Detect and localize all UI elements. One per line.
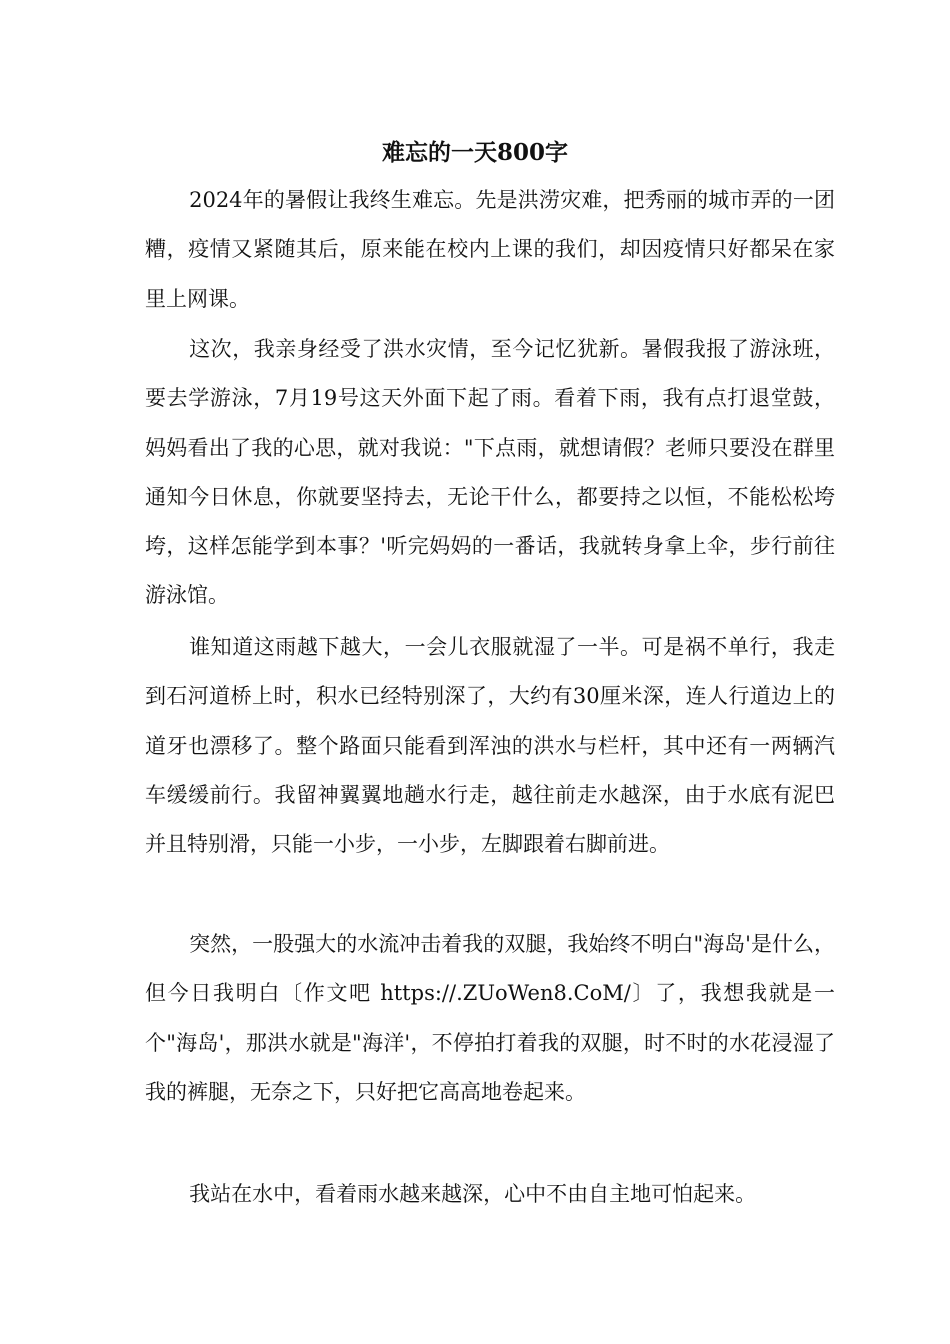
document-title: 难忘的一天800字 (381, 139, 568, 166)
paragraph-5: 我站在水中，看着雨水越来越深，心中不由自主地可怕起来。 (189, 1182, 757, 1206)
paragraph-2: 这次，我亲身经受了洪水灾情，至今记忆犹新。暑假我报了游泳班，要去学游泳，7月19号这天外面下起了雨。看着下雨，我有点打退堂鼓，妈妈看出了我的心思，就对我说："下点雨，就想请假？老师只要没在群里通知今日休息，你就要坚持去，无论干什么，都要持之以恒，不能松松垮垮，这样怎能学到本事？'听完妈妈的一番话，我就转身拿上伞，步行前往游泳馆。 (145, 337, 835, 608)
paragraph-4: 突然，一股强大的水流冲击着我的双腿，我始终不明白"海岛'是什么，但今日我明白〔作文吧 https://.ZUoWen8.CoM/〕了，我想我就是一个"海岛'，那洪水就是"海洋'，不停拍打着我的双腿，时不时的水花浸湿了我的裤腿，无奈之下，只好把它高高地卷起来。 (145, 932, 835, 1104)
paragraph-1: 2024年的暑假让我终生难忘。先是洪涝灾难，把秀丽的城市弄的一团糟，疫情又紧随其后，原来能在校内上课的我们，却因疫情只好都呆在家里上网课。 (145, 188, 835, 311)
paragraph-3: 谁知道这雨越下越大，一会儿衣服就湿了一半。可是祸不单行，我走到石河道桥上时，积水已经特别深了，大约有30厘米深，连人行道边上的道牙也漂移了。整个路面只能看到浑浊的洪水与栏杆，其中还有一两辆汽车缓缓前行。我留神翼翼地趟水行走，越往前走水越深，由于水底有泥巴并且特别滑，只能一小步，一小步，左脚跟着右脚前进。 (145, 635, 835, 857)
